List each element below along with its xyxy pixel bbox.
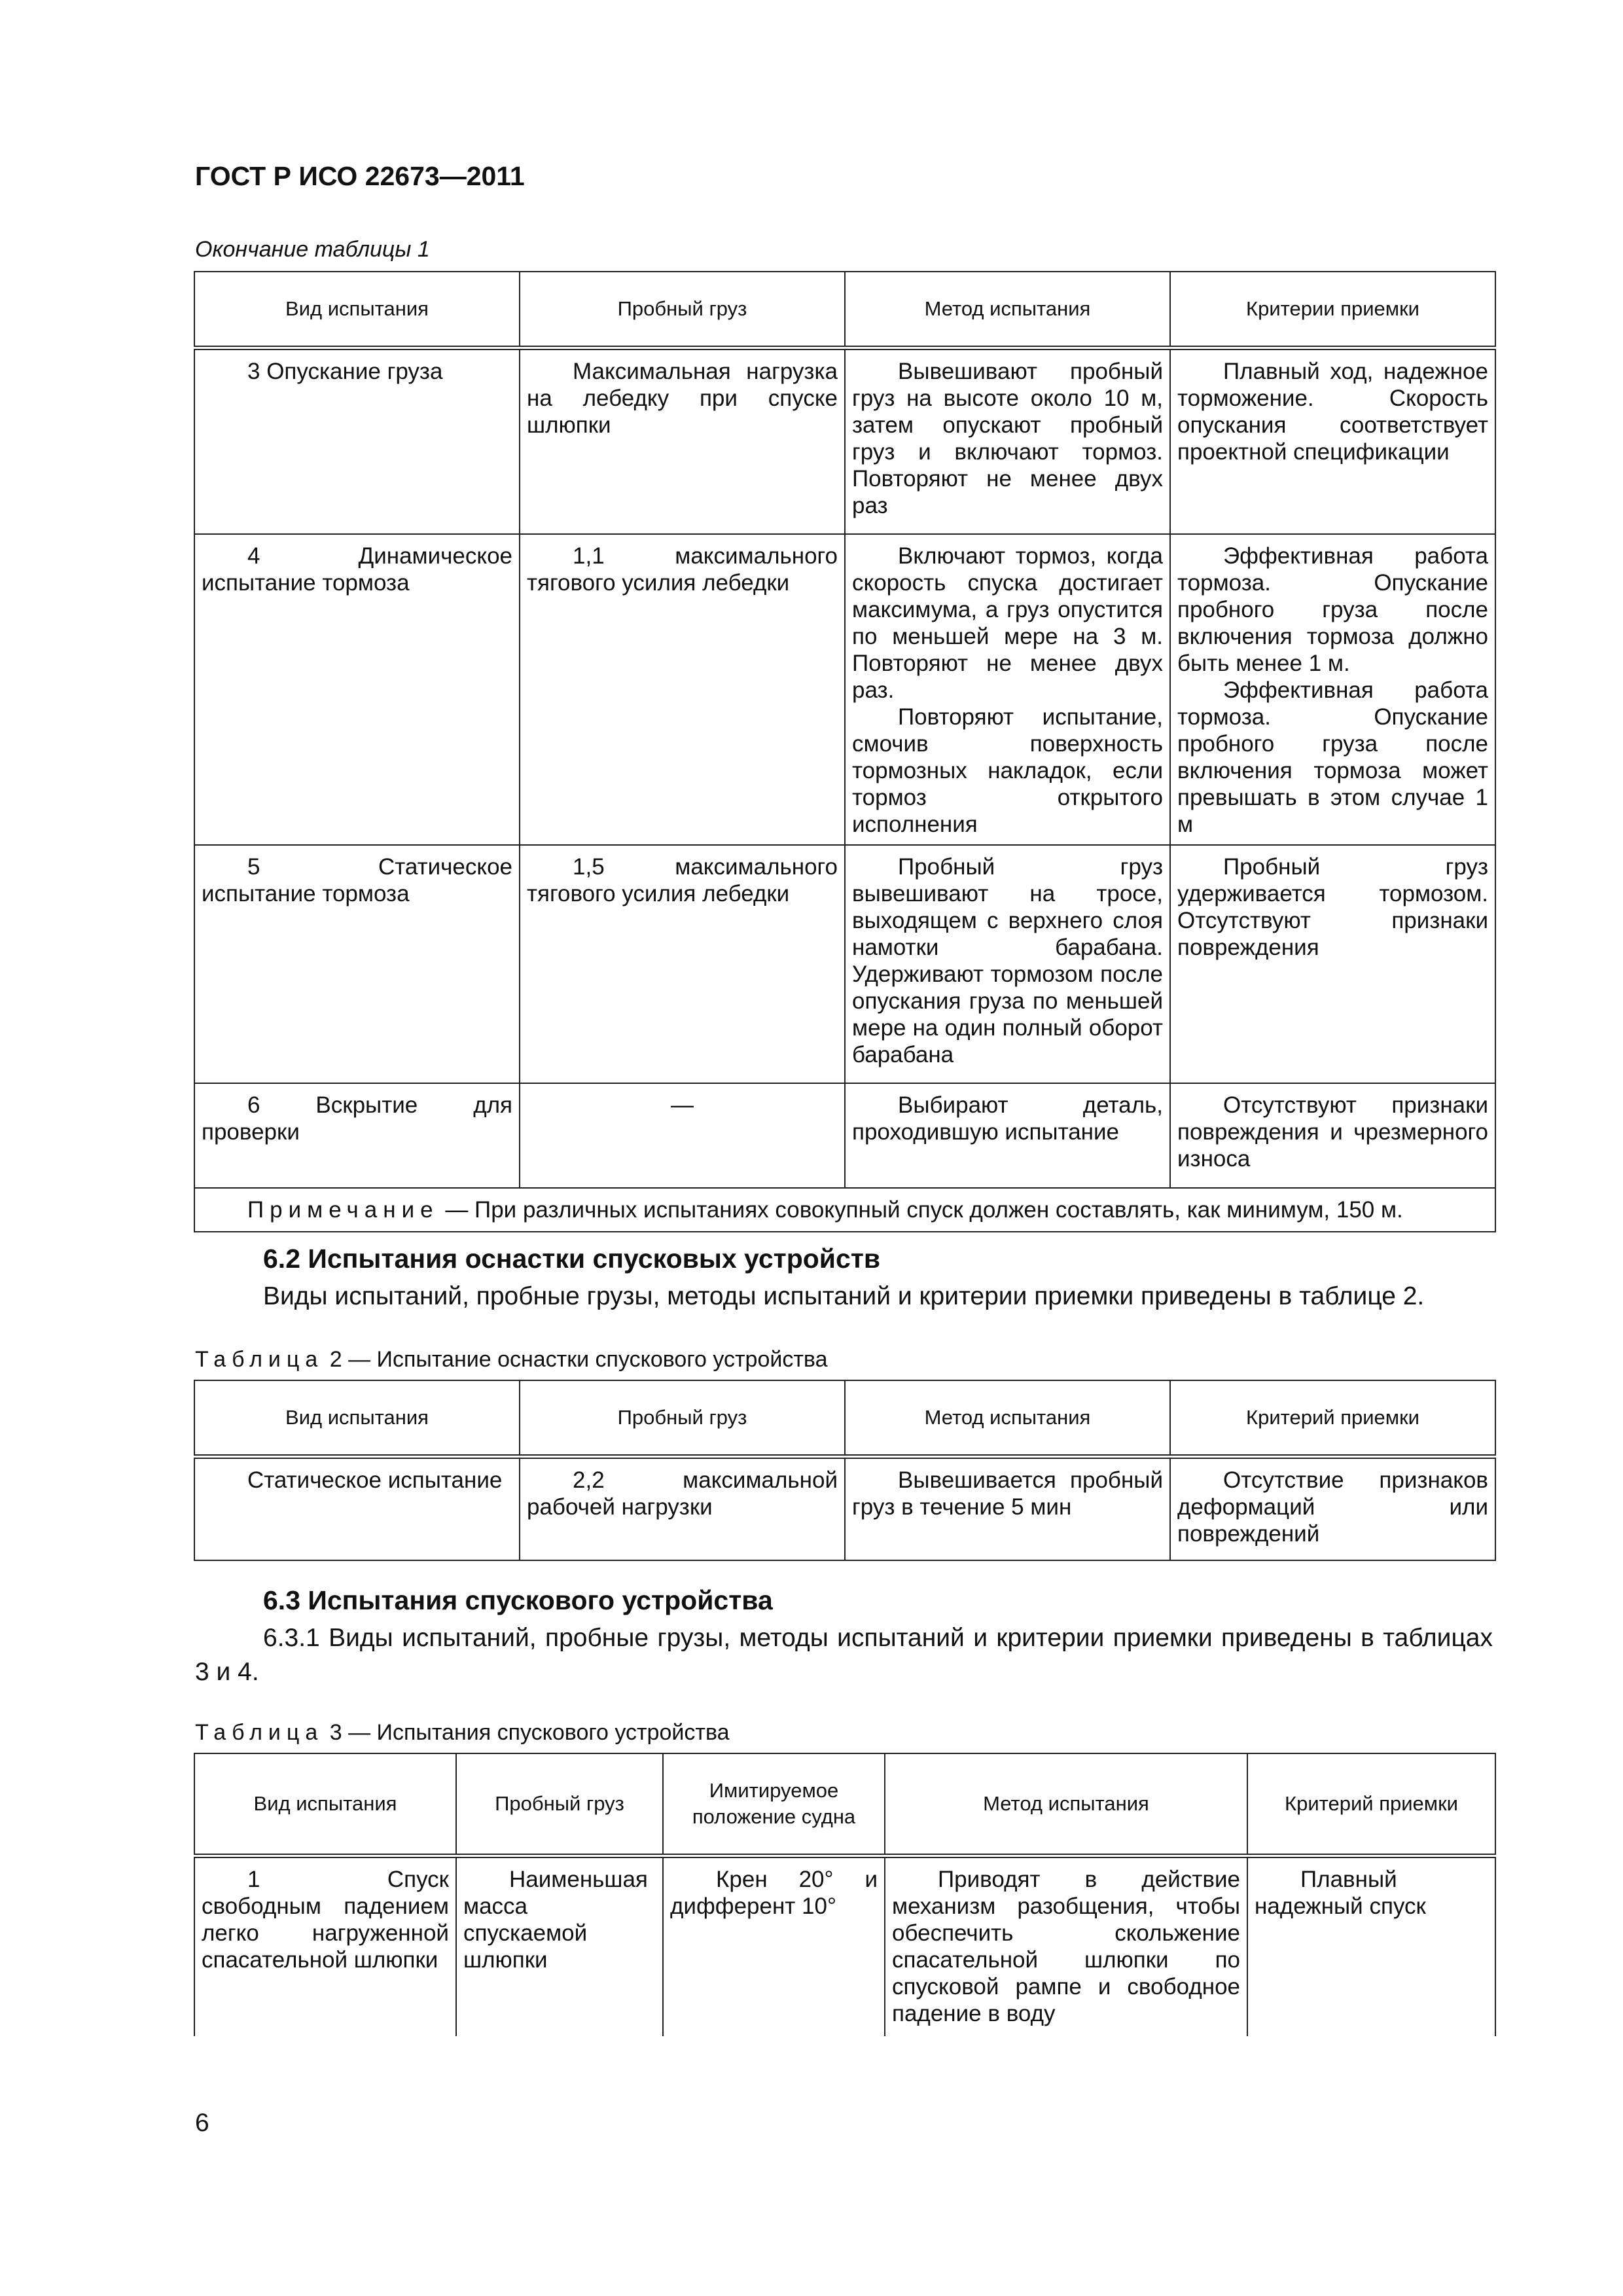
table-row [194,1856,1495,2036]
table1 [194,271,1496,1232]
table1-col-header: Критерии приемки [1170,272,1495,348]
table-cell: Статическое испытание [194,1457,520,1560]
section-6-2-heading: 6.2 Испытания оснастки спусковых устройств [263,1244,881,1274]
table3 [194,1753,1496,2036]
table1-note [194,1188,1495,1232]
table3-col-header: Метод испытания [885,1753,1247,1856]
table-cell: Эффективная работа тормоза. Опускание пробного груза после включения тормоза должно быть менее 1 м. Эффективная работа тормоза. Опускание пробного груза после включения тормоза может превышать в этом случае 1 м [1170,534,1495,845]
table2-caption [195,1347,828,1372]
table-cell: 5 Статическое испытание тормоза [194,845,520,1083]
document-header: ГОСТ Р ИСО 22673—2011 [195,161,525,191]
table-cell: Крен 20° и дифферент 10° [663,1856,885,2036]
table-cell: 6 Вскрытие для проверки [194,1083,520,1188]
table3-header-row [194,1753,1495,1856]
table2-col-header: Критерий приемки [1170,1380,1495,1457]
table-cell: 4 Динамическое испытание тормоза [194,534,520,845]
table-row [194,534,1495,845]
table-cell: — [520,1083,845,1188]
table3-col-header: Критерий приемки [1247,1753,1495,1856]
table-cell: Плавный надежный спуск [1247,1856,1495,2036]
table-cell: Отсутствие признаков деформаций или повреждений [1170,1457,1495,1560]
note-text: — При различных испытаниях совокупный спуск должен составлять, как минимум, 150 м. [438,1196,1403,1223]
table1-header-row [194,272,1495,348]
table-cell: Вывешивается пробный груз в течение 5 мин [845,1457,1170,1560]
table2-caption-label: Таблица [195,1347,324,1372]
table-cell: Вывешивают пробный груз на высоте около 10 м, затем опускают пробный груз и включают тормоз. Повторяют не менее двух раз [845,348,1170,534]
table-cell: Включают тормоз, когда скорость спуска достигает максимума, а груз опустится по меньшей мере на 3 м. Повторяют не менее двух раз. Повторяют испытание, смочив поверхность тормозных накладок, если тормоз открытого исполнения [845,534,1170,845]
table2-col-header: Метод испытания [845,1380,1170,1457]
table1-col-header: Вид испытания [194,272,520,348]
table1-continuation-caption: Окончание таблицы 1 [195,237,430,262]
table3-col-header: Пробный груз [456,1753,663,1856]
table3-caption [195,1720,730,1746]
table2-col-header: Пробный груз [520,1380,845,1457]
table1-note-row [194,1188,1495,1232]
table2 [194,1380,1496,1561]
section-6-3-1-text: 6.3.1 Виды испытаний, пробные грузы, методы испытаний и критерии приемки приведены в таблицах 3 и 4. [195,1624,1493,1686]
table-cell: Приводят в действие механизм разобщения, чтобы обеспечить скольжение спасательной шлюпки по спусковой рампе и свободное падение в воду [885,1856,1247,2036]
table-cell: Отсутствуют признаки повреждения и чрезмерного износа [1170,1083,1495,1188]
table-cell: 1,1 максимального тягового усилия лебедки [520,534,845,845]
section-6-2-text: Виды испытаний, пробные грузы, методы испытаний и критерии приемки приведены в таблице 2. [263,1282,1425,1310]
table-row [194,1457,1495,1560]
page-number: 6 [195,2109,209,2137]
table-cell: Максимальная нагрузка на лебедку при спуске шлюпки [520,348,845,534]
table3-caption-text: 3 — Испытания спускового устройства [323,1720,730,1745]
table-cell: 1,5 максимального тягового усилия лебедки [520,845,845,1083]
note-label: Примечание [247,1196,439,1223]
table-cell: Пробный груз вывешивают на тросе, выходящем с верхнего слоя намотки барабана. Удерживают тормозом после опускания груза по меньшей мере на один полный оборот барабана [845,845,1170,1083]
table-cell: 1 Спуск свободным падением легко нагруженной спасательной шлюпки [194,1856,456,2036]
table-row [194,845,1495,1083]
table2-header-row [194,1380,1495,1457]
table3-col-header: Вид испытания [194,1753,456,1856]
table-cell: 2,2 максимальной рабочей нагрузки [520,1457,845,1560]
table2-caption-text: 2 — Испытание оснастки спускового устройства [323,1347,828,1372]
table-row [194,348,1495,534]
table1-col-header: Пробный груз [520,272,845,348]
table3-col-header: Имитируемое положение судна [663,1753,885,1856]
table-cell: Пробный груз удерживается тормозом. Отсутствуют признаки повреждения [1170,845,1495,1083]
table-row [194,1083,1495,1188]
table-cell: 3 Опускание груза [194,348,520,534]
table1-col-header: Метод испытания [845,272,1170,348]
section-6-3-heading: 6.3 Испытания спускового устройства [263,1585,773,1615]
table-cell: Выбирают деталь, проходившую испытание [845,1083,1170,1188]
table2-col-header: Вид испытания [194,1380,520,1457]
table-cell: Плавный ход, надежное торможение. Скорость опускания соответствует проектной спецификации [1170,348,1495,534]
table3-caption-label: Таблица [195,1720,324,1745]
table-cell: Наименьшая масса спускаемой шлюпки [456,1856,663,2036]
